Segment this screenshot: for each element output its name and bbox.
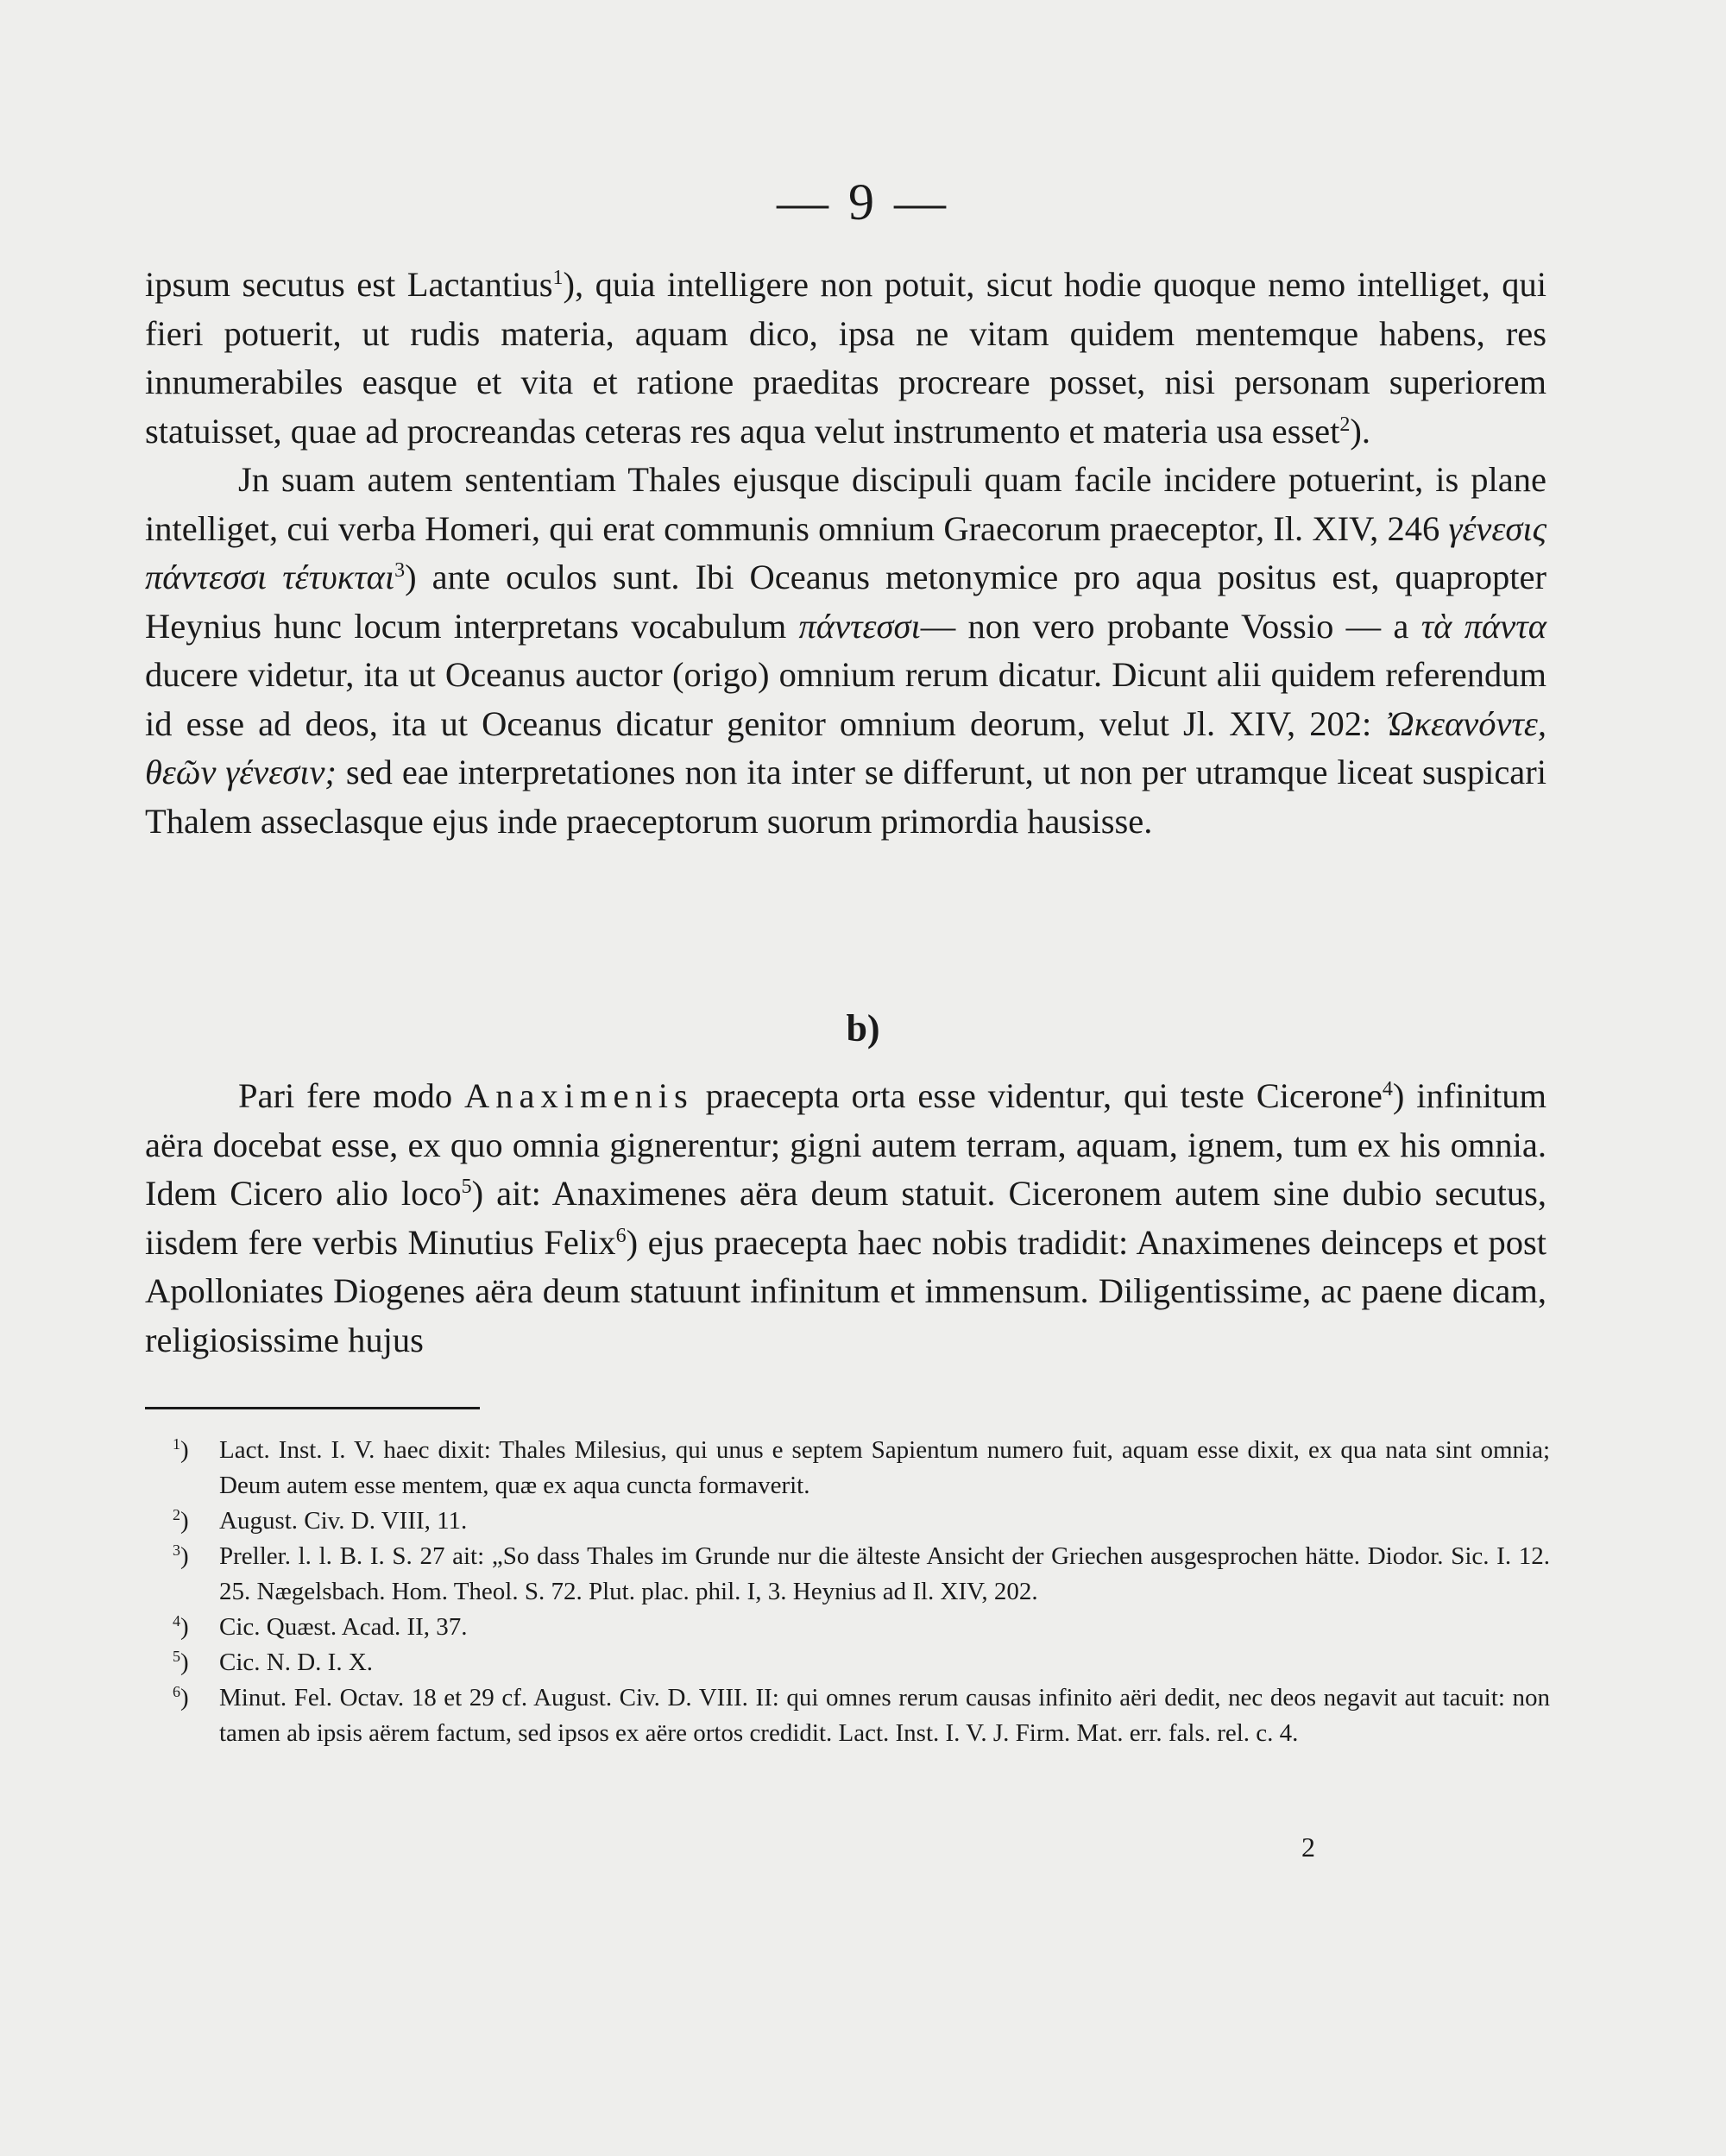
footnote-text: Lact. Inst. I. V. haec dixit: Thales Milesius, qui unus e septem Sapientum numero fuit, aquam esse dixit, ex qua nata sint omnia; Deum autem esse mentem, quæ ex aqua cuncta formaverit. <box>219 1436 1550 1499</box>
section-a-text <box>145 261 1546 846</box>
footnote-text: Minut. Fel. Octav. 18 et 29 cf. August. Civ. D. VIII. II: qui omnes rerum causas infinito aëri dedit, nec deos negavit aut tacuit: non tamen ab ipsis aërem factum, sed ipsos ex aëre ortos credidit. Lact. Inst. I. V. J. Firm. Mat. err. fals. rel. c. 4. <box>219 1684 1550 1747</box>
footnote-ref[interactable]: 1 <box>552 267 564 289</box>
section-b-text <box>145 1072 1546 1365</box>
footnote-item <box>173 1680 1550 1751</box>
paragraph: Jn suam autem sententiam Thales ejusque discipuli quam facile incidere potuerint, is plane intelliget, cui verba Homeri, qui erat communis omnium Graecorum praeceptor, Il. XIV, 246 γένεσις πάντεσσι τέτυκται$^3$) ante oculos sunt. Ibi Oceanus metonymice pro aqua positus est, quapropter Heynius hunc locum interpretans vocabulum πάντεσσι— non vero probante Vossio — a τὰ πάντα ducere videtur, ita ut Oceanus auctor (origo) omnium rerum dicatur. Dicunt alii quidem referendum id esse ad deos, ita ut Oceanus dicatur genitor omnium deorum, velut Jl. XIV, 202: Ὠκεανόντε, θεῶν γένεσιν; sed eae interpretationes non ita inter se differunt, ut non per utramque liceat suspicari Thalem asseclasque ejus inde praeceptorum suorum primordia hausisse. <box>145 460 1547 841</box>
footnote-marker: $^4$) <box>173 1612 189 1641</box>
footnote-ref[interactable]: 4 <box>1382 1078 1393 1100</box>
spaced-name: Anaximenis <box>464 1076 694 1115</box>
footnote-marker: $^1$) <box>173 1435 189 1464</box>
footnote-ref[interactable]: 2 <box>1339 413 1351 436</box>
footnote-text: Preller. l. l. B. I. S. 27 ait: „So dass Thales im Grunde nur die älteste Ansicht der Griechen ausgesprochen hätte. Diodor. Sic. I. 12. 25. Nægelsbach. Hom. Theol. S. 72. Plut. plac. phil. I, 3. Heynius ad Il. XIV, 202. <box>219 1542 1550 1605</box>
footnotes <box>173 1433 1550 1751</box>
footnote-divider <box>145 1407 480 1409</box>
footnote-item <box>173 1504 1550 1539</box>
footnote-item <box>173 1539 1550 1610</box>
footnote-item <box>173 1433 1550 1504</box>
footnote-ref[interactable]: 5 <box>461 1176 472 1198</box>
footnote-text: Cic. N. D. I. X. <box>219 1649 374 1676</box>
footnote-marker: $^2$) <box>173 1506 189 1535</box>
greek-quote: Ὠκεανόντε, θεῶν γένεσιν; <box>145 703 1547 791</box>
greek-word: πάντεσσι <box>798 606 921 646</box>
footnote-item <box>173 1610 1550 1645</box>
section-heading: b) <box>846 1007 880 1050</box>
footnote-marker: $^3$) <box>173 1541 189 1570</box>
footnote-marker: $^6$) <box>173 1683 189 1712</box>
footnote-text: August. Civ. D. VIII, 11. <box>219 1507 468 1535</box>
footnote-ref[interactable]: 6 <box>615 1224 627 1247</box>
footnote-ref[interactable]: 3 <box>394 559 406 582</box>
page-number: — 9 — <box>777 173 949 230</box>
paragraph: Pari fere modo Anaximenis praecepta orta esse videntur, qui teste Cicerone$^4$) infinitum aëra docebat esse, ex quo omnia gignerentur; gigni autem terram, aquam, ignem, tum ex his omnia. Idem Cicero alio loco$^5$) ait: Anaximenes aëra deum statuit. Ciceronem autem sine dubio secutus, iisdem fere verbis Minutius Felix$^6$) ejus praecepta haec nobis tradidit: Anaximenes deinceps et post Apolloniates Diogenes aëra deum statuunt infinitum et immensum. Diligentissime, ac paene dicam, religiosissime hujus <box>145 1076 1546 1359</box>
greek-word: τὰ πάντα <box>1420 606 1547 646</box>
footnote-item <box>173 1645 1550 1680</box>
signature-mark: 2 <box>1301 1831 1315 1863</box>
footnote-text: Cic. Quæst. Acad. II, 37. <box>219 1613 468 1641</box>
greek-quote: γένεσις πάντεσσι τέτυκται <box>145 508 1547 596</box>
paragraph: ipsum secutus est Lactantius$^1$), quia intelligere non potuit, sicut hodie quoque nemo intelliget, qui fieri potuerit, ut rudis materia, aquam dico, ipsa ne vitam quidem mentemque habens, res innumerabiles easque et vita et ratione praeditas procreare posset, nisi personam superiorem statuisset, quae ad procreandas ceteras res aqua velut instrumento et materia usa esset$^2$). <box>145 265 1546 451</box>
footnote-marker: $^5$) <box>173 1648 189 1676</box>
